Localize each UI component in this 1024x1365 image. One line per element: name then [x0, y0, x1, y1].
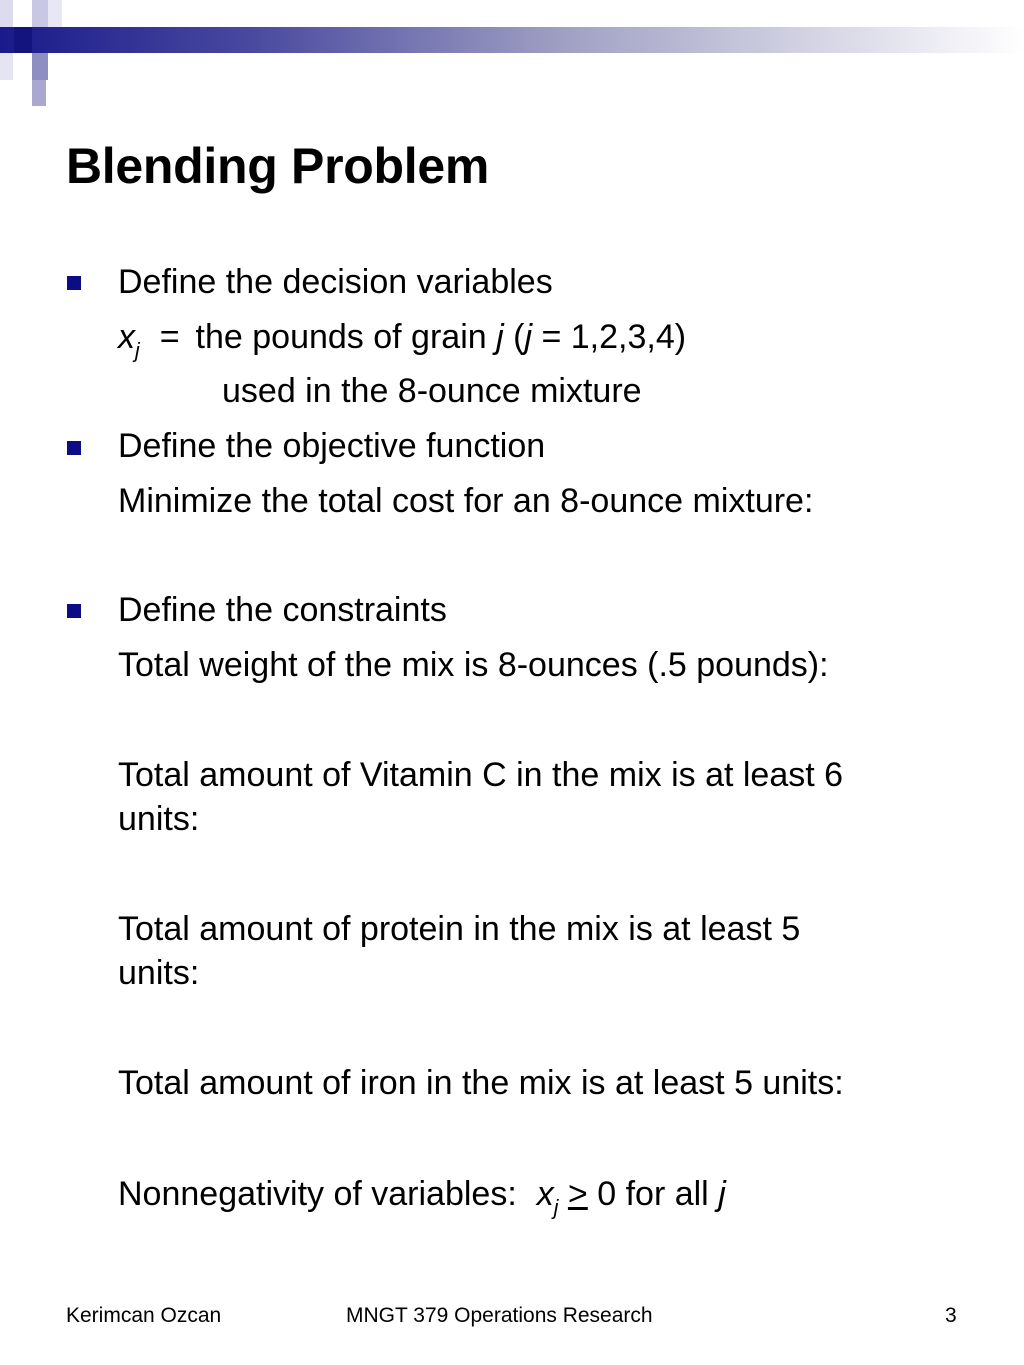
- constraint-iron: Total amount of iron in the mix is at least 5 units:: [118, 1064, 844, 1102]
- header-square-light-2: [32, 0, 48, 27]
- bullet-marker: [67, 276, 81, 290]
- greater-equal-sign: >: [567, 1175, 588, 1213]
- header-square-mid: [32, 53, 48, 80]
- index-j: j: [718, 1175, 726, 1213]
- variable-x: x: [536, 1175, 554, 1213]
- header-gradient-bar: [0, 27, 1024, 53]
- header-square-light-1: [0, 0, 13, 27]
- header-square-light-4: [0, 53, 13, 80]
- equals-sign: =: [159, 318, 180, 356]
- constraint-nonnegativity: [118, 1172, 726, 1230]
- open-paren: (: [513, 318, 525, 356]
- constraint-vitamin-c: Total amount of Vitamin C in the mix is at least 6: [118, 756, 844, 794]
- nonnegativity-label: Nonnegativity of variables:: [118, 1175, 517, 1213]
- footer-page-number: 3: [945, 1304, 957, 1327]
- constraint-protein: Total amount of protein in the mix is at least 5: [118, 910, 801, 948]
- header-square-bottom: [32, 80, 46, 106]
- objective-description: Minimize the total cost for an 8-ounce mixture:: [118, 482, 814, 520]
- bullet-marker: [67, 441, 81, 455]
- bullet-marker: [67, 604, 81, 618]
- bullet-objective-function: Define the objective function: [118, 427, 546, 465]
- constraint-vitamin-c-cont: units:: [118, 800, 200, 838]
- constraint-protein-cont: units:: [118, 954, 200, 992]
- index-range: = 1,2,3,4): [541, 318, 687, 356]
- variable-subscript: j: [135, 339, 140, 363]
- definition-text: the pounds of grain: [195, 318, 487, 356]
- slide-title: Blending Problem: [66, 138, 490, 194]
- nonnegativity-value: 0 for all: [597, 1175, 709, 1213]
- footer-course: MNGT 379 Operations Research: [346, 1304, 653, 1327]
- index-j-again: j: [524, 318, 533, 356]
- variable-subscript: j: [553, 1196, 559, 1220]
- decision-variable-definition: [118, 315, 686, 373]
- constraint-total-weight: Total weight of the mix is 8-ounces (.5 pounds):: [118, 646, 829, 684]
- bullet-constraints: Define the constraints: [118, 591, 447, 629]
- bullet-decision-variables: Define the decision variables: [118, 263, 553, 301]
- index-j: j: [496, 318, 504, 356]
- footer-author: Kerimcan Ozcan: [66, 1304, 222, 1327]
- header-square-light-3: [48, 0, 62, 27]
- variable-x: x: [118, 318, 135, 356]
- header-square-navy: [14, 27, 32, 53]
- decision-variable-continuation: used in the 8-ounce mixture: [222, 372, 642, 410]
